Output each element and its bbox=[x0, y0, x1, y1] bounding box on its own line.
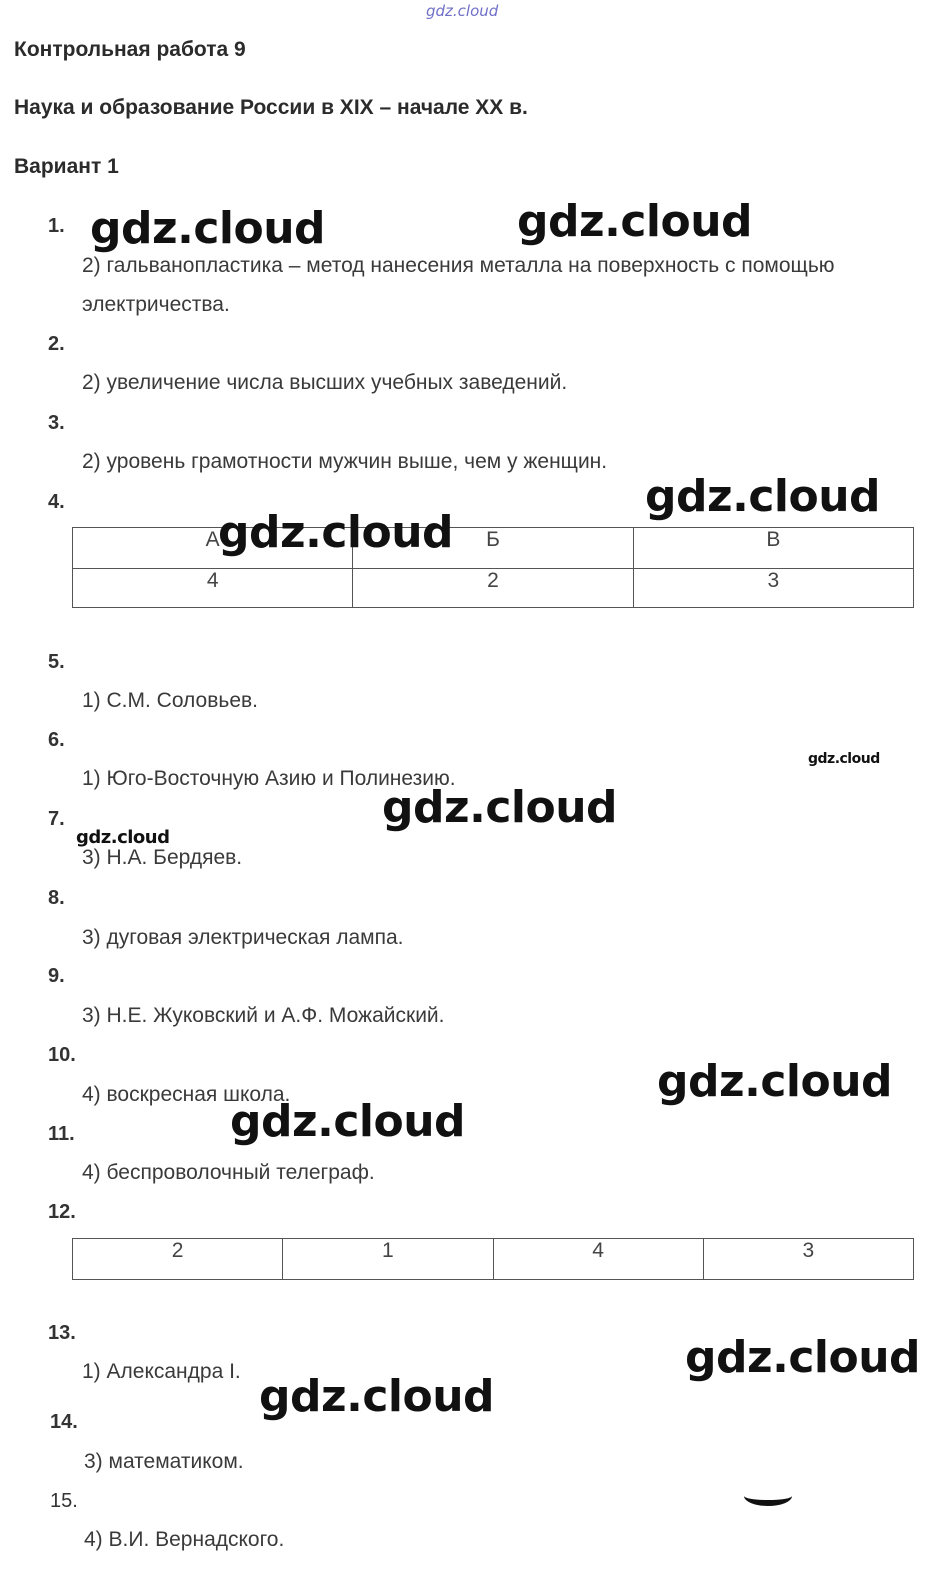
topic-title: Наука и образование России в XIX – начале XX в. bbox=[14, 96, 528, 119]
decorative-mark bbox=[744, 1486, 792, 1506]
table-header-cell: Б bbox=[353, 528, 633, 569]
answer-text: 3) дуговая электрическая лампа. bbox=[82, 926, 404, 949]
answer-text: 3) Н.Е. Жуковский и А.Ф. Можайский. bbox=[82, 1004, 445, 1027]
question-number: 1. bbox=[48, 215, 65, 237]
answer-text: 2) уровень грамотности мужчин выше, чем у женщин. bbox=[82, 450, 608, 473]
question-number: 9. bbox=[48, 965, 65, 987]
watermark: gdz.cloud bbox=[517, 196, 753, 247]
question-number: 10. bbox=[48, 1044, 76, 1066]
answer-text: 3) Н.А. Бердяев. bbox=[82, 846, 243, 869]
question-number: 4. bbox=[48, 491, 65, 513]
table-cell: 1 bbox=[283, 1239, 493, 1280]
question-number: 14. bbox=[50, 1411, 78, 1433]
watermark: gdz.cloud bbox=[76, 827, 170, 848]
table-cell: 2 bbox=[73, 1239, 283, 1280]
table-cell: 4 bbox=[73, 569, 353, 608]
variant-title: Вариант 1 bbox=[14, 155, 119, 178]
question-number: 8. bbox=[48, 887, 65, 909]
answer-text: 2) гальванопластика – метод нанесения металла на поверхность с помощью bbox=[82, 254, 835, 277]
question-number: 3. bbox=[48, 412, 65, 434]
question-number: 5. bbox=[48, 651, 65, 673]
watermark: gdz.cloud bbox=[230, 1096, 466, 1147]
answer-text: 1) С.М. Соловьев. bbox=[82, 689, 258, 712]
question-number: 2. bbox=[48, 333, 65, 355]
table-cell: 3 bbox=[633, 569, 913, 608]
question-number: 6. bbox=[48, 729, 65, 751]
answer-table-12 bbox=[72, 1238, 914, 1280]
answer-text: 3) математиком. bbox=[84, 1450, 244, 1473]
watermark: gdz.cloud bbox=[218, 507, 454, 558]
answer-text: 4) В.И. Вернадского. bbox=[84, 1528, 285, 1551]
table-cell: 2 bbox=[353, 569, 633, 608]
watermark: gdz.cloud bbox=[382, 782, 618, 833]
answer-table-4 bbox=[72, 527, 914, 608]
watermark: gdz.cloud bbox=[685, 1332, 921, 1383]
answer-text: 1) Александра I. bbox=[82, 1360, 241, 1383]
question-number: 13. bbox=[48, 1322, 76, 1344]
question-number: 12. bbox=[48, 1201, 76, 1223]
table-cell: 3 bbox=[703, 1239, 913, 1280]
answer-text: 4) воскресная школа. bbox=[82, 1083, 291, 1106]
watermark: gdz.cloud bbox=[657, 1056, 893, 1107]
answer-text-continued: электричества. bbox=[82, 293, 230, 316]
watermark: gdz.cloud bbox=[259, 1371, 495, 1422]
question-number: 15. bbox=[50, 1490, 78, 1512]
question-number: 7. bbox=[48, 808, 65, 830]
table-header-cell: В bbox=[633, 528, 913, 569]
answer-text: 4) беспроволочный телеграф. bbox=[82, 1161, 375, 1184]
answer-text: 1) Юго-Восточную Азию и Полинезию. bbox=[82, 767, 456, 790]
watermark: gdz.cloud bbox=[645, 471, 881, 522]
table-header-cell: А bbox=[73, 528, 353, 569]
table-cell: 4 bbox=[493, 1239, 703, 1280]
watermark: gdz.cloud bbox=[808, 751, 880, 767]
watermark: gdz.cloud bbox=[90, 203, 326, 254]
watermark-top: gdz.cloud bbox=[426, 2, 499, 20]
answer-text: 2) увеличение числа высших учебных заведений. bbox=[82, 371, 568, 394]
work-title: Контрольная работа 9 bbox=[14, 38, 246, 61]
question-number: 11. bbox=[48, 1123, 75, 1145]
